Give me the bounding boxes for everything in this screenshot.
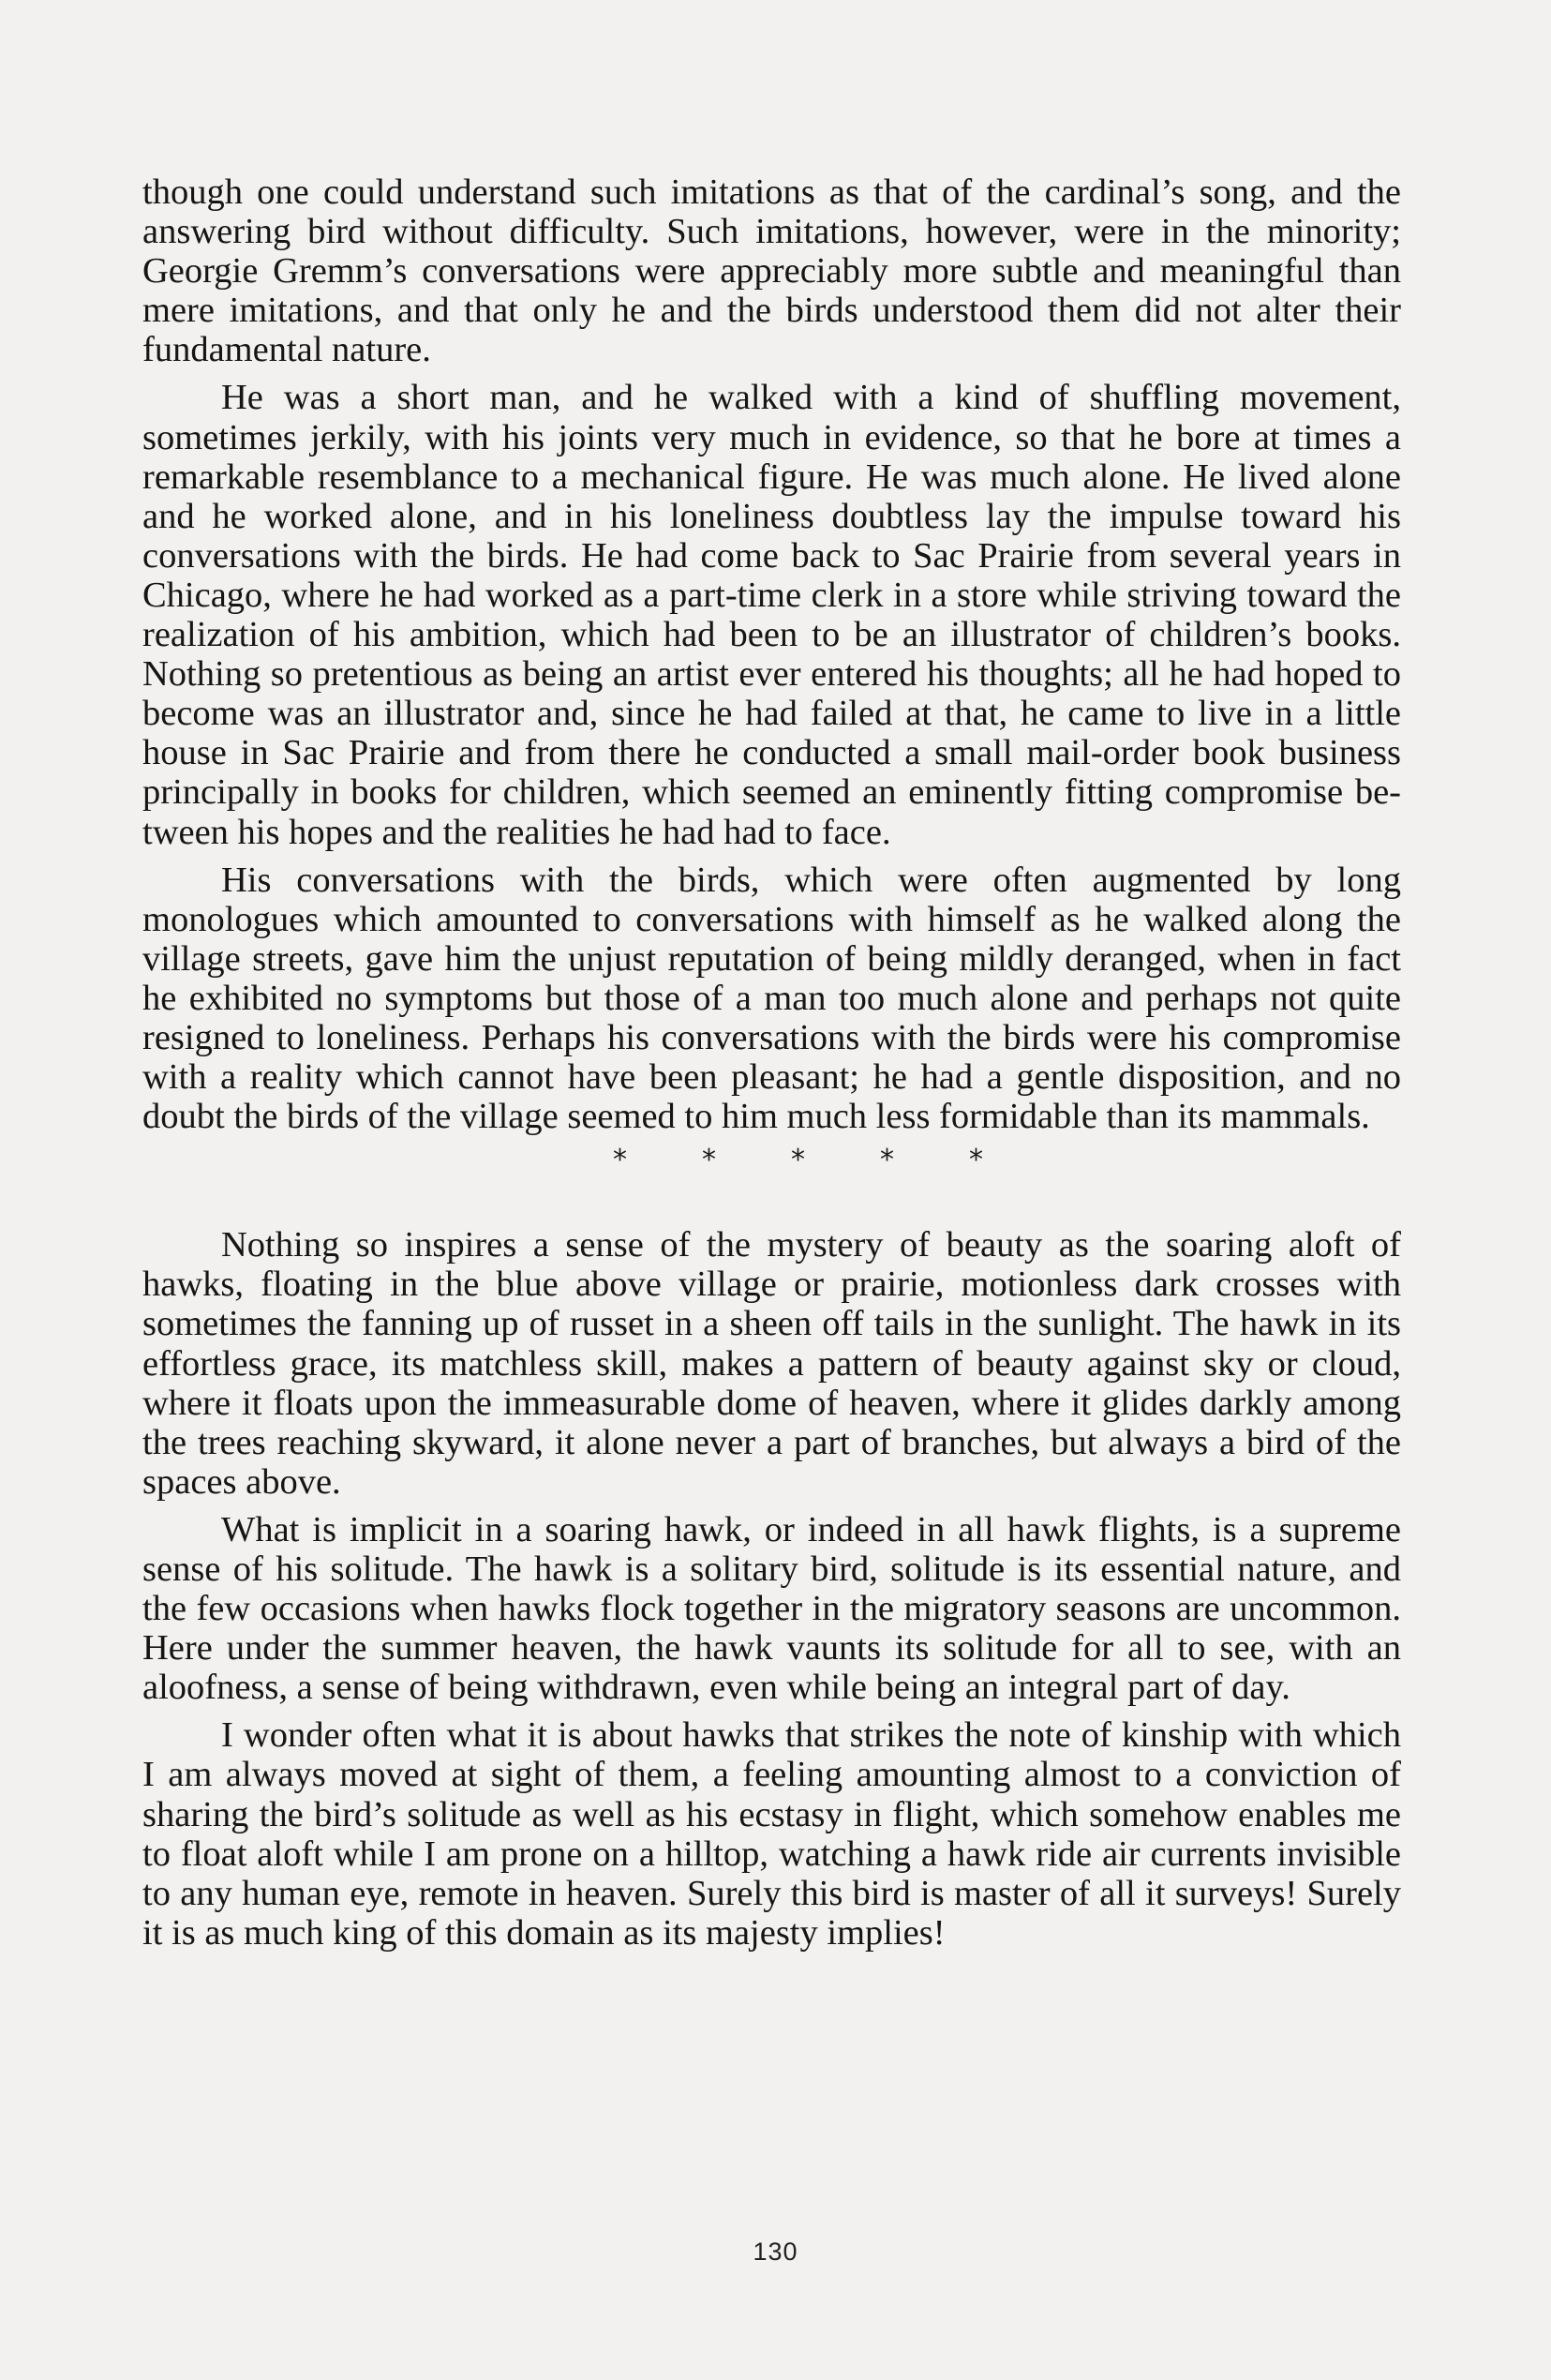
- body-text: [142, 172, 1401, 1953]
- section-star: *: [791, 1144, 805, 1177]
- section-break: [195, 1136, 1401, 1225]
- paragraph-hawk-solitude: What is implicit in a soaring hawk, or indeed in all hawk flights, is a supreme sense of his solitude. The hawk is a solitary bird, solitude is its essential nature, and the few occasions when hawks flock together in the migratory seasons are uncommon. Here under the summer heaven, the hawk vaunts its solitude for all to see, with an aloofness, a sense of being withdrawn, even while being an integral part of day.: [142, 1509, 1401, 1708]
- page-number: 130: [753, 2238, 798, 2266]
- section-star: *: [880, 1144, 894, 1177]
- paragraph-conversations: His conversations with the birds, which were often augmented by long monologues which amounted to conversations with himself as he walked along the village streets, gave him the unjust reputation of being mildly deranged, when in fact he exhibited no symptoms but those of a man too much alone and perhaps not quite resigned to loneliness. Perhaps his conversations with the birds were his compromise with a reality which cannot have been pleasant; he had a gentle disposition, and no doubt the birds of the village seemed to him much less formidable than its mammals.: [142, 860, 1401, 1137]
- section-star: *: [969, 1144, 983, 1177]
- paragraph-short-man: He was a short man, and he walked with a kind of shuffling movement, sometimes jerkily, with his joints very much in evidence, so that he bore at times a remarkable resemblance to a mechanical figure. He was much alone. He lived alone and he worked alone, and in his loneliness doubtless lay the impulse toward his conversations with the birds. He had come back to Sac Prairie from several years in Chicago, where he had worked as a part-time clerk in a store while striving toward the realization of his ambition, which had been to be an illustrator of children’s books. Nothing so pretentious as being an artist ever entered his thoughts; all he had hoped to become was an illustrator and, since he had failed at that, he came to live in a little house in Sac Prairie and from there he conducted a small mail-order book business principally in books for children, which seemed an eminently fitting compromise between his hopes and the realities he had had to face.: [142, 378, 1401, 852]
- section-star: *: [613, 1144, 627, 1177]
- section-star: *: [702, 1144, 716, 1177]
- paragraph-kinship: I wonder often what it is about hawks that strikes the note of kinship with which I am always moved at sight of them, a feeling amounting almost to a conviction of sharing the bird’s solitude as well as his ecstasy in flight, which somehow enables me to float aloft while I am prone on a hilltop, watching a hawk ride air currents invisible to any human eye, remote in heaven. Surely this bird is master of all it surveys! Surely it is as much king of this domain as its majesty implies!: [142, 1715, 1401, 1953]
- paragraph-hawks-beauty: Nothing so inspires a sense of the mystery of beauty as the soaring aloft of hawks, floating in the blue above village or prairie, motionless dark crosses with sometimes the fanning up of russet in a sheen off tails in the sunlight. The hawk in its effortless grace, its matchless skill, makes a pattern of beauty against sky or cloud, where it floats upon the immeasurable dome of heaven, where it glides darkly among the trees reaching skyward, it alone never a part of branches, but always a bird of the spaces above.: [142, 1225, 1401, 1502]
- paragraph-continuation: though one could understand such imitations as that of the cardinal’s song, and the answering bird without difficulty. Such imitations, however, were in the minority; Georgie Gremm’s conversations were appreciably more subtle and meaningful than mere imitations, and that only he and the birds understood them did not alter their fundamental nature.: [142, 172, 1401, 370]
